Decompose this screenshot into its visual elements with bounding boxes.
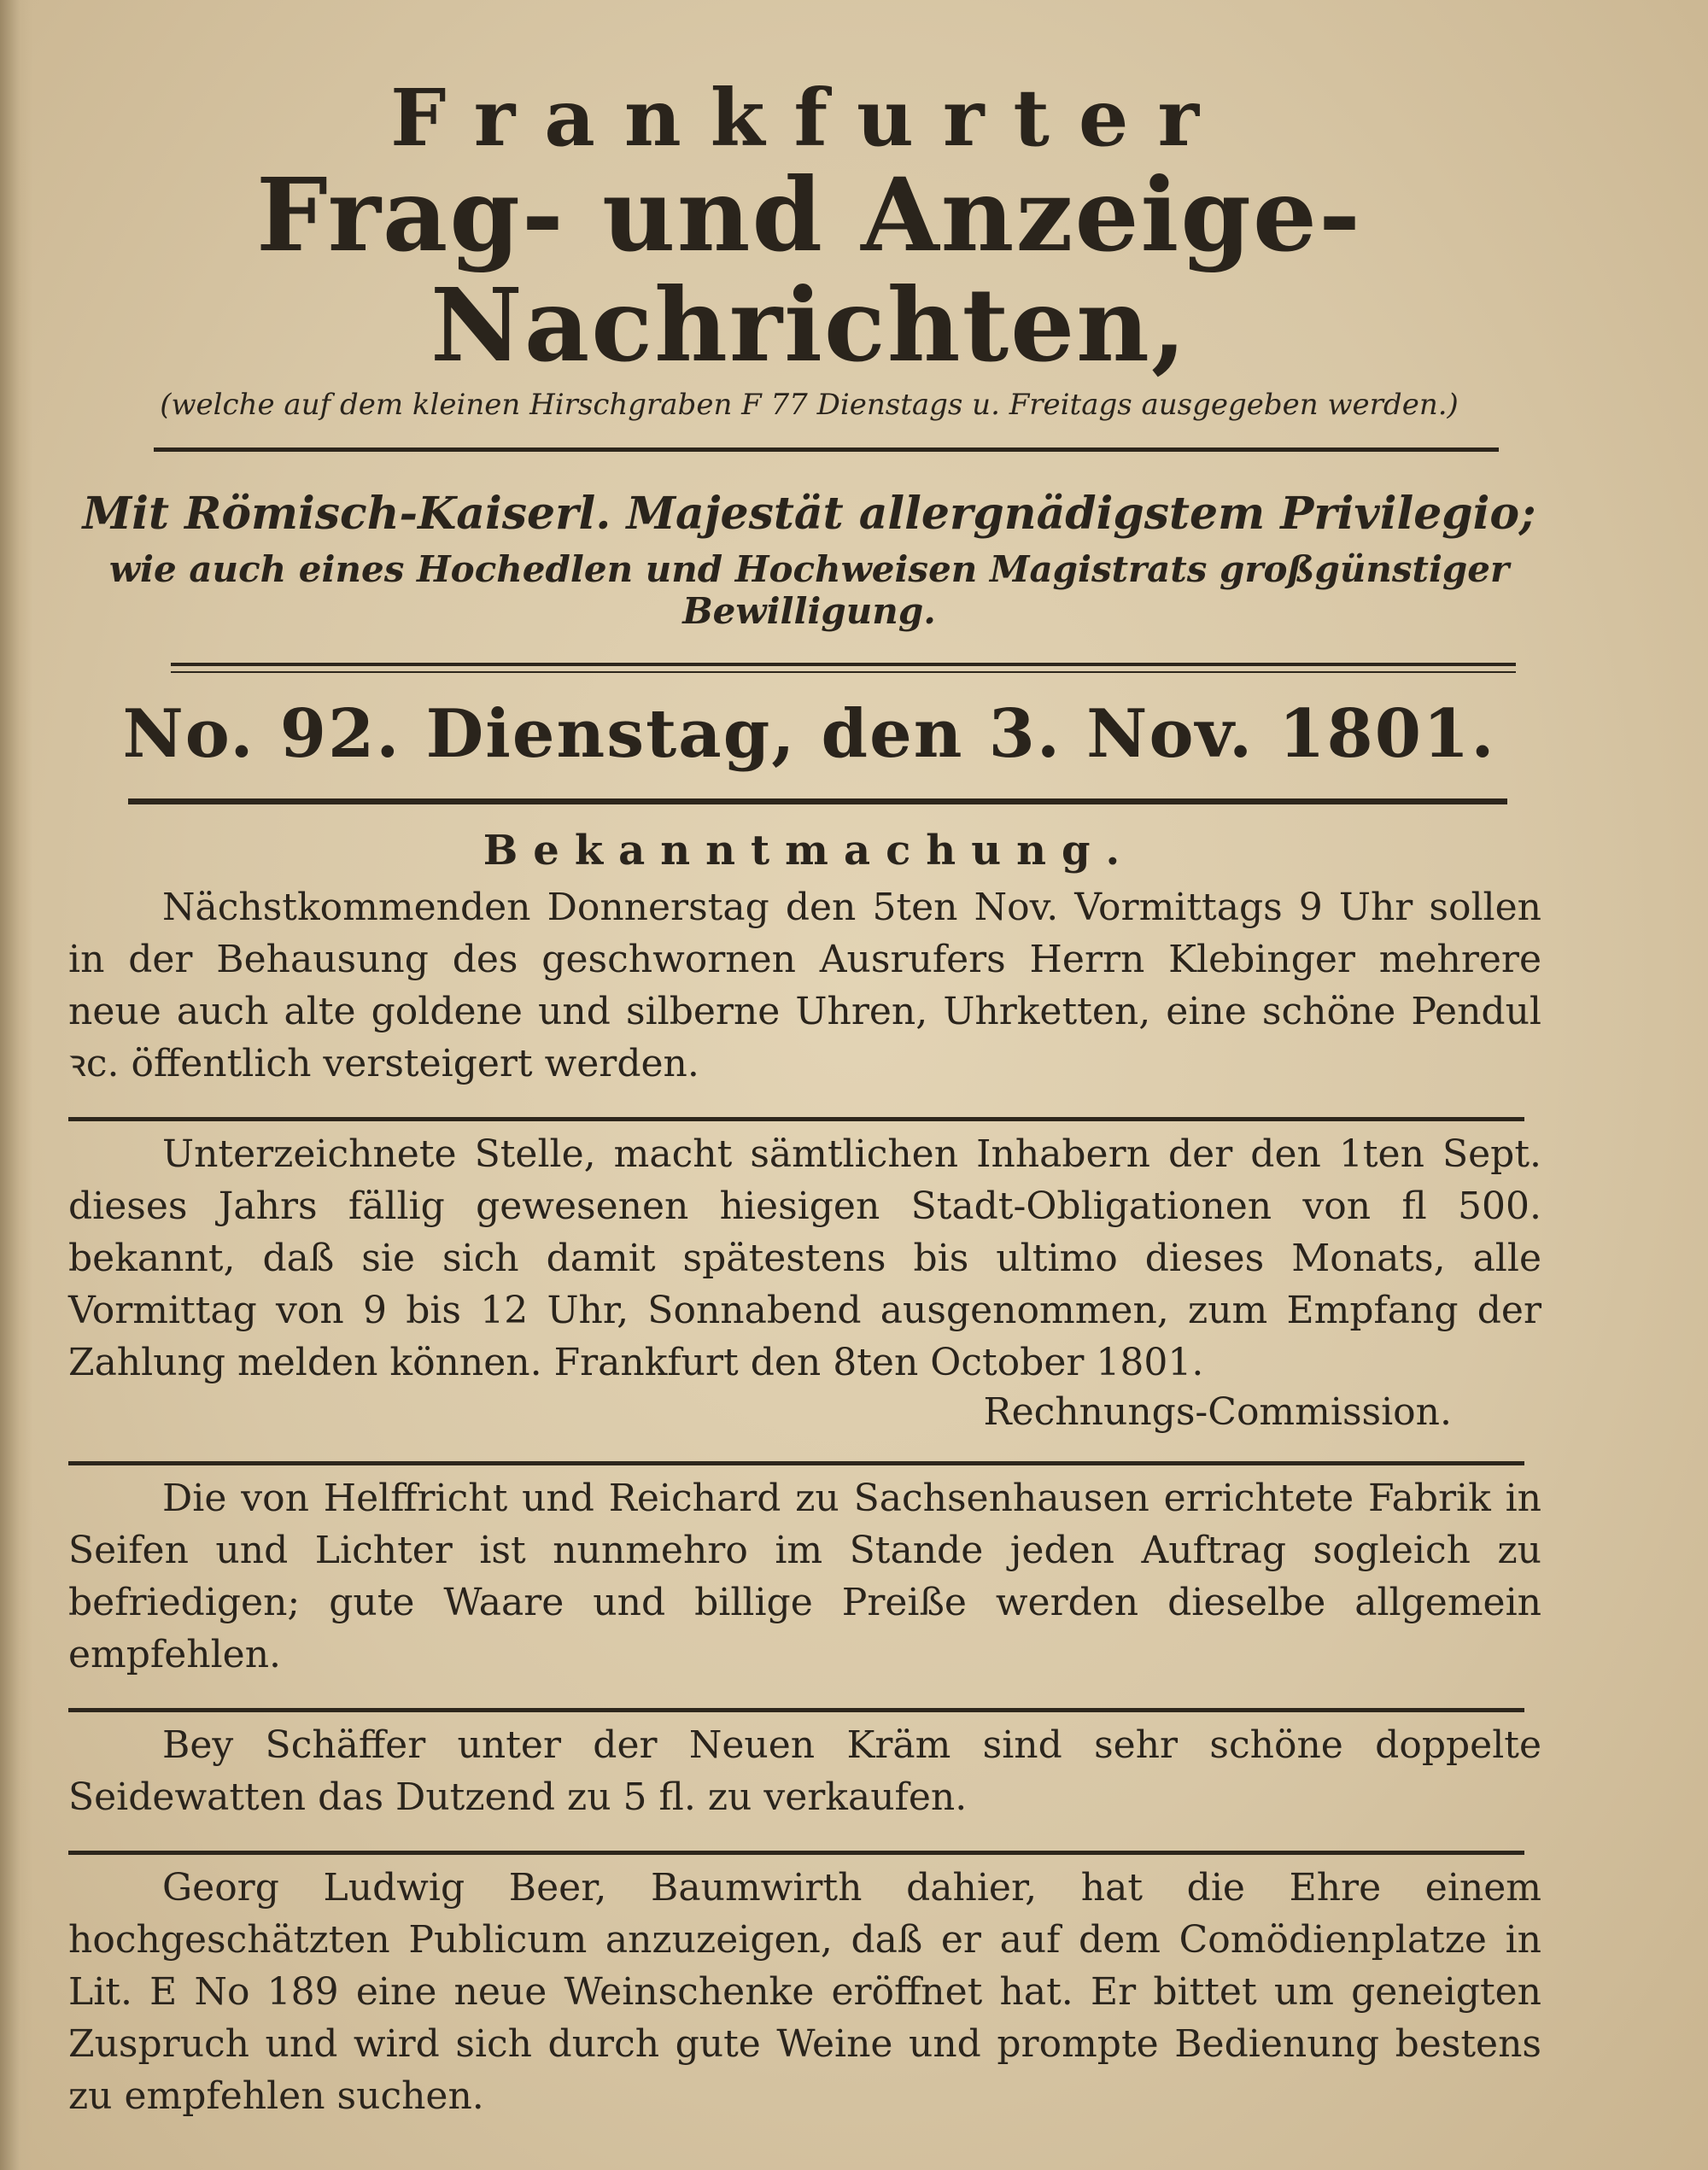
notice-separator xyxy=(68,1708,1524,1712)
page-content xyxy=(68,68,1550,2122)
notice-silk-wadding xyxy=(68,1719,1550,1823)
notice-separator xyxy=(68,1117,1524,1121)
page-binding-edge xyxy=(0,0,32,2170)
privilege-line-1: Mit Römisch-Kaiserl. Majestät allergnädigstem Privilegio; xyxy=(82,488,1536,541)
notice-auction xyxy=(68,881,1550,1090)
section-title: Bekanntmachung. xyxy=(483,827,1136,875)
notice-obligations xyxy=(68,1128,1550,1389)
notice-signature: Rechnungs-Commission. xyxy=(983,1390,1452,1435)
masthead-city: Frankfurter xyxy=(390,72,1228,164)
privilege-rule xyxy=(171,663,1516,673)
notice-separator xyxy=(68,1851,1524,1855)
notice-wine-tavern xyxy=(68,1862,1550,2122)
notice-text: Unterzeichnete Stelle, macht sämtlichen Inhabern der den 1ten Sept. dieses Jahrs fällig gewesenen hiesigen Stadt-Obligationen von fl 500. bekannt, daß sie sich damit spätestens bis ultimo dieses Monats, alle Vormittag von 9 bis 12 Uhr, Sonnabend ausgenommen, zum Empfang der Zahlung melden können. Frankfurt den 8ten October 1801. xyxy=(68,1132,1541,1385)
issue-dateline: No. 92. Dienstag, den 3. Nov. 1801. xyxy=(122,695,1496,774)
issue-rule xyxy=(128,798,1507,804)
privilege-line-2: wie auch eines Hochedlen und Hochweisen Magistrats großgünstiger Bewilligung. xyxy=(108,548,1510,633)
notice-text: Nächstkommenden Donnerstag den 5ten Nov. Vormittags 9 Uhr sollen in der Behausung des geschwornen Ausrufers Herrn Klebinger mehrere neue auch alte goldene und silberne Uhren, Uhrketten, eine schöne Pendul ꝛc. öffentlich versteigert werden. xyxy=(68,886,1541,1086)
masthead-rule xyxy=(154,447,1499,452)
notice-separator xyxy=(68,1461,1524,1465)
masthead-title: Frag- und Anzeige-Nachrichten, xyxy=(256,155,1362,385)
masthead-subtitle: (welche auf dem kleinen Hirschgraben F 77 Dienstags u. Freitags ausgegeben werden.) xyxy=(160,388,1459,423)
notice-text: Georg Ludwig Beer, Baumwirth dahier, hat die Ehre einem hochgeschätzten Publicum anzuzeigen, daß er auf dem Comödienplatze in Lit. E No 189 eine neue Weinschenke eröffnet hat. Er bittet um geneigten Zuspruch und wird sich durch gute Weine und prompte Bedienung bestens zu empfehlen suchen. xyxy=(68,1866,1541,2119)
notice-text: Die von Helffricht und Reichard zu Sachsenhausen errichtete Fabrik in Seifen und Lichter ist nunmehro im Stande jeden Auftrag sogleich zu befriedigen; gute Waare und billige Preiße werden dieselbe allgemein empfehlen. xyxy=(68,1477,1541,1677)
notice-text: Bey Schäffer unter der Neuen Kräm sind sehr schöne doppelte Seidewatten das Dutzend zu 5 fl. zu verkaufen. xyxy=(68,1723,1541,1820)
notice-factory xyxy=(68,1472,1550,1681)
